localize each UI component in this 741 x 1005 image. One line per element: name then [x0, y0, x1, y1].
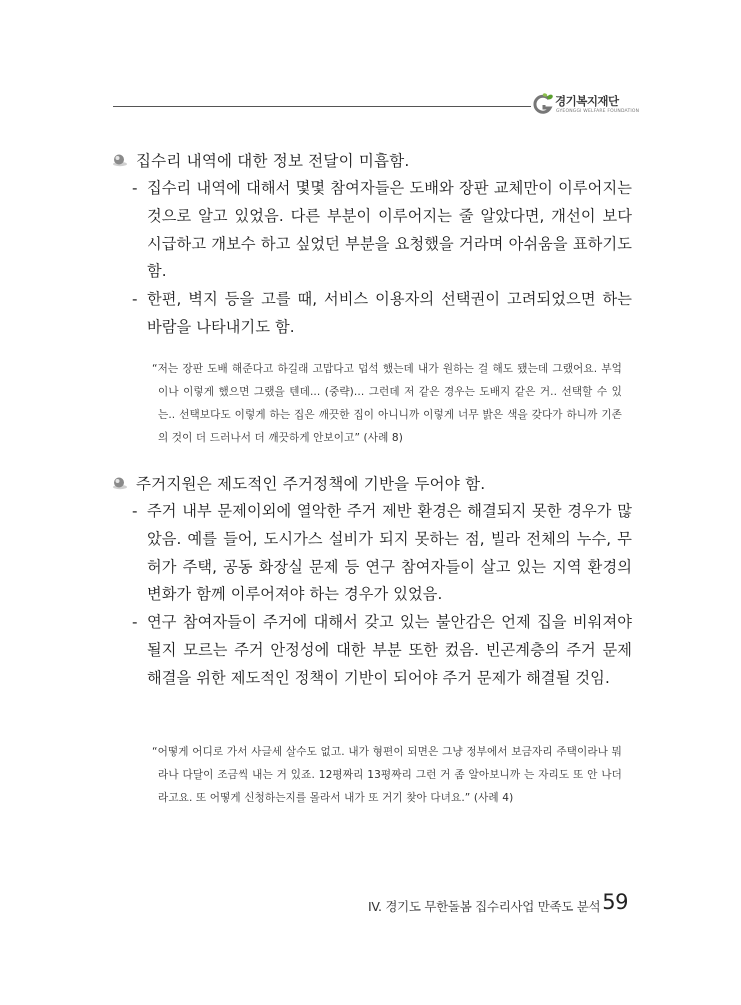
list-item [112, 609, 632, 692]
header-rule [113, 106, 531, 107]
list-item [112, 498, 632, 609]
interview-quote [152, 358, 622, 450]
item-dash: - [132, 502, 138, 520]
section-heading-text: 집수리 내역에 대한 정보 전달이 미흡함. [136, 152, 410, 170]
page-footer [356, 888, 628, 918]
page-number: 59 [602, 890, 628, 914]
quote-text: “어떻게 어디로 가서 사글세 살수도 없고. 내가 형편이 되면은 그냥 정부에서 보금자리 주택이라나 뭐라나 다달이 조금씩 내는 거 있죠. 12평짜리 13평짜리 그런 거 좀 알아보니까 는 자리도 또 안 나더라고요. 또 어떻게 신청하는지를 몰라서 내가 또 거기 찾아 다녀요.” (사례 4) [152, 746, 622, 804]
section-heading [112, 470, 632, 498]
item-text: 한편, 벽지 등을 고를 때, 서비스 이용자의 선택권이 고려되었으면 하는 바람을 나타내기도 함. [147, 290, 632, 336]
org-name: 경기복지재단 [555, 94, 619, 108]
item-dash: - [132, 290, 138, 309]
section-heading-text: 주거지원은 제도적인 주거정책에 기반을 두어야 함. [136, 475, 486, 493]
section-housing-repair-info [112, 147, 632, 342]
sphere-bullet-icon [112, 153, 128, 167]
foundation-logo-icon [533, 92, 555, 116]
quote-text: “저는 장판 도배 해준다고 하길래 고맙다고 덥석 했는데 내가 원하는 걸 해도 됐는데 그랬어요. 부엌이나 이렇게 했으면 그랬을 텐데... (중략)... 그런데 저 같은 경우는 도배지 같은 거.. 선택할 수 있는.. 선택보다도 이렇게 하는 집은 깨끗한 집이 아니니까 이렇게 너무 밝은 색을 갖다가 하니까 기존의 것이 더 드러나서 더 깨끗하게 안보이고” (사례 8) [152, 363, 622, 444]
list-item [112, 175, 632, 286]
chapter-title: IV. 경기도 무한돌봄 집수리사업 만족도 분석 [368, 899, 601, 914]
org-logo [533, 90, 643, 120]
sphere-bullet-icon [112, 476, 128, 490]
org-name-en: GYEONGGI WELFARE FOUNDATION [556, 109, 640, 114]
section-housing-policy [112, 470, 632, 693]
item-dash: - [132, 613, 138, 632]
item-text: 연구 참여자들이 주거에 대해서 갖고 있는 불안감은 언제 집을 비워져야 될지 모르는 주거 안정성에 대한 부분 또한 컸음. 빈곤계층의 주거 문제 해결을 위한 제도적인 정책이 기반이 되어야 주거 문제가 해결될 것임. [147, 613, 632, 687]
interview-quote [152, 741, 622, 810]
list-item [112, 286, 632, 342]
item-text: 집수리 내역에 대해서 몇몇 참여자들은 도배와 장판 교체만이 이루어지는 것으로 알고 있었음. 다른 부분이 이루어지는 줄 알았다면, 개선이 보다 시급하고 개보수 하고 싶었던 부분을 요청했을 거라며 아쉬움을 표하기도 함. [147, 179, 632, 281]
section-heading [112, 147, 632, 175]
item-text: 주거 내부 문제이외에 열악한 주거 제반 환경은 해결되지 못한 경우가 많았음. 예를 들어, 도시가스 설비가 되지 못하는 점, 빌라 전체의 누수, 무허가 주택, 공동 화장실 문제 등 연구 참여자들이 살고 있는 지역 환경의 변화가 함께 이루어져야 하는 경우가 있었음. [147, 502, 632, 604]
item-dash: - [132, 179, 138, 197]
